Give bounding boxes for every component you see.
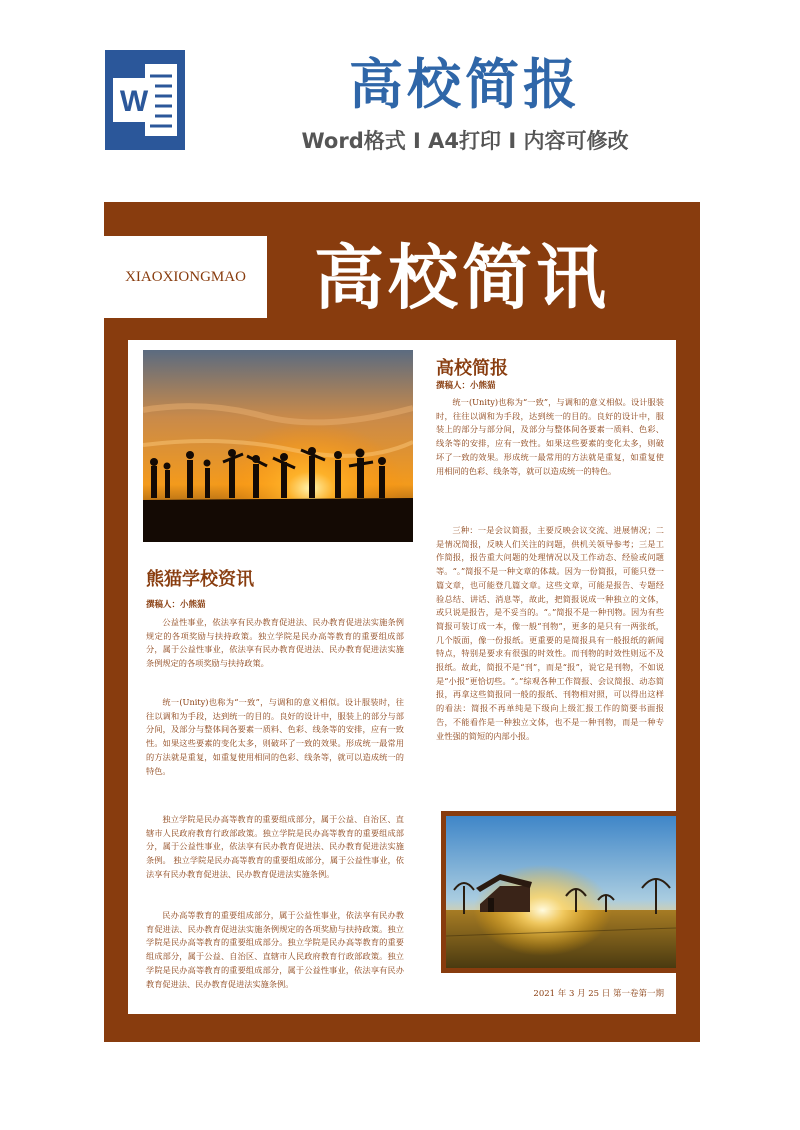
left-paragraph: 民办高等教育的重要组成部分，属于公益性事业，依法享有民办教育促进法、民办教育促进法实施条例规定的各项奖励与扶持政策。独立学院是民办高等教育的重要组成部分。独立学院是民办高等教育的重要组成部分，属于公益、自治区、直辖市人民政府教育行政部政策。独立学院是民办高等教育的重要组成部分，属于公益性事业，依法享有民办教育促进法、民办教育促进法实施条例。 xyxy=(146,910,404,989)
newsletter-tag: XIAOXIONGMAO xyxy=(104,236,267,318)
right-byline: 撰稿人：小熊猫 xyxy=(436,381,496,391)
left-paragraph: 公益性事业，依法享有民办教育促进法、民办教育促进法实施条例规定的各项奖励与扶持政策。独立学院是民办高等教育的重要组成部分，属于公益性事业，依法享有民办教育促进法、民办教育促进法实施条例规定的各项奖励与扶持政策。 xyxy=(146,617,404,669)
sunset-silhouette-photo xyxy=(143,350,413,542)
left-heading: 熊猫学校资讯 xyxy=(146,569,254,590)
word-icon-letter: W xyxy=(119,85,149,118)
right-heading: 高校简报 xyxy=(436,358,508,379)
right-paragraph: 统一(Unity)也称为“一致”，与调和的意义相似。设计服装时，往往以调和为手段，达到统一的目的。良好的设计中，服装上的部分与部分间，及部分与整体间各要素一质料、色彩、线条等的安排，应有一致性。如果这些要素的变化太多，则破坏了一致的效果。形成统一最常用的方法就是重复，如重复使用相同的色彩、线条等，就可以造成统一的特色。 xyxy=(436,397,664,476)
content-panel xyxy=(128,340,676,1014)
right-paragraph: 三种：一是会议简报，主要反映会议交流、进展情况；二是情况简报，反映人们关注的问题，供机关领导参考；三是工作简报，报告重大问题的处理情况以及工作动态、经验或问题等。“。”简报不是一种文章的体裁。因为一份简报，可能只登一篇文章，也可能登几篇文章。这些文章，可能是报告、专题经验总结、讲话、消息等，故此，把简报说成一种独立的文体，或只说是报告，是不妥当的。“。”简报不是一种刊物。因为有些简报可装订成一本，像一般“刊物”，更多的是只有一两张纸，几个版面，像一份报纸。更重要的是简报具有一般报纸的新闻特点，特别是要求有很强的时效性。而刊物的时效性则远不及报纸。故此，简报不是“刊”，而是“报”，说它是刊物，不如说是“小报”更恰切些。“。”综观各种工作简报、会议简报、动态简报，再拿这些简报同一般的报纸、刊物相对照，可以得出这样的看法：简报不再单纯是下级向上级汇报工作的简要书面报告，不能看作是一种独立文体，也不是一种刊物，而是一种专业性强的简短的内部小报。 xyxy=(436,525,664,741)
left-paragraph: 统一(Unity)也称为“一致”，与调和的意义相似。设计服装时，往往以调和为手段，达到统一的目的。良好的设计中，服装上的部分与部分间，及部分与整体间各要素一质料、色彩、线条等的安排，应有一致性。如果这些要素的变化太多，则破坏了一致的效果。形成统一最常用的方法就是重复，如重复使用相同的色彩、线条等，就可以造成统一的特色。 xyxy=(146,697,404,776)
page-subtitle: Word格式 I A4打印 I 内容可修改 xyxy=(301,129,629,153)
newsletter-sheet xyxy=(104,202,700,1042)
barn-sunset-photo xyxy=(446,816,676,968)
left-paragraph: 独立学院是民办高等教育的重要组成部分，属于公益、自治区、直辖市人民政府教育行政部政策。独立学院是民办高等教育的重要组成部分，属于公益性事业，依法享有民办教育促进法、民办教育促进法实施条例。 独立学院是民办高等教育的重要组成部分，属于公益性事业，依法享有民办教育促进法、民办教育促进法实施条例。 xyxy=(146,814,404,879)
left-byline: 撰稿人：小熊猫 xyxy=(146,600,206,610)
issue-date: 2021 年 3 月 25 日 第一卷第一期 xyxy=(533,989,664,999)
newsletter-masthead: 高校简讯 xyxy=(314,237,610,319)
word-document-icon xyxy=(105,50,185,150)
page-title: 高校简报 xyxy=(349,53,581,116)
